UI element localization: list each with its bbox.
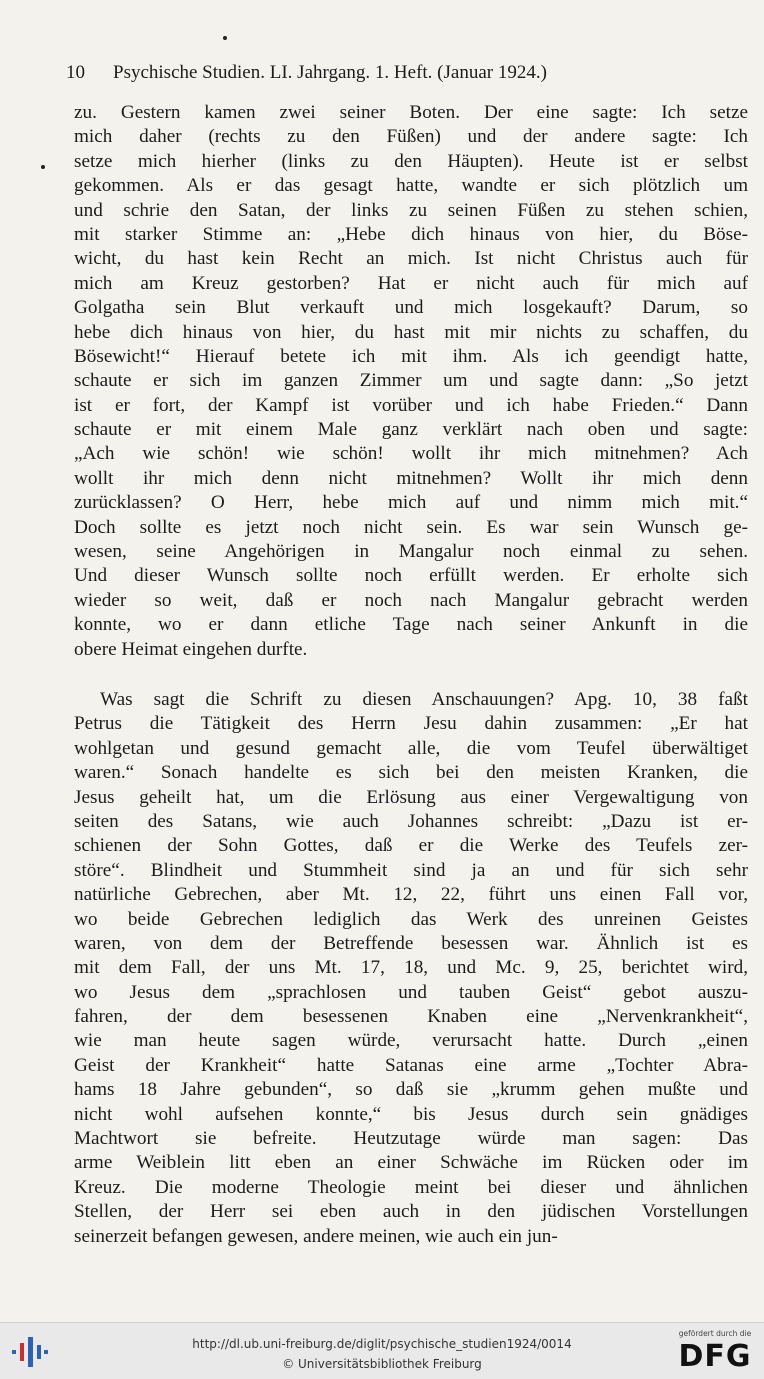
text-line: wesen, seine Angehörigen in Mangalur noch einmal zu sehen. [74, 541, 748, 563]
text-line: wohlgetan und gesund gemacht alle, die vom Teufel überwältiget [74, 737, 748, 759]
dfg-logo [672, 1329, 758, 1375]
text-line: fahren, der dem besessenen Knaben eine „Nervenkrankheit“, [74, 1006, 748, 1028]
ink-speck [41, 165, 45, 169]
viewer-footer [0, 1322, 764, 1379]
text-line: Kreuz. Die moderne Theologie meint bei dieser und ähnlichen [74, 1176, 748, 1198]
text-line: Petrus die Tätigkeit des Herrn Jesu dahin zusammen: „Er hat [74, 713, 748, 735]
text-line: natürliche Gebrechen, aber Mt. 12, 22, führt uns einen Fall vor, [74, 884, 748, 906]
text-line: Was sagt die Schrift zu diesen Anschauungen? Apg. 10, 38 faßt [100, 689, 748, 710]
text-line: zurücklassen? O Herr, hebe mich auf und nimm mich mit.“ [74, 492, 748, 514]
text-line: schaute er mit einem Male ganz verklärt nach oben und sagte: [74, 419, 748, 441]
text-line: „Ach wie schön! wie schön! wollt ihr mich mitnehmen? Ach [74, 443, 748, 465]
text-line: ist er fort, der Kampf ist vorüber und ich habe Frieden.“ Dann [74, 394, 748, 416]
text-line: Machtwort sie befreite. Heutzutage würde man sagen: Das [74, 1128, 748, 1150]
paragraph-2 [74, 688, 748, 1249]
funding-note: gefördert durch die [678, 1329, 752, 1338]
text-line: hebe dich hinaus von hier, du hast mit mir nichts zu schaffen, du [74, 321, 748, 343]
text-line: arme Weiblein litt eben an einer Schwäche im Rücken oder im [74, 1152, 748, 1174]
text-line: schienen der Sohn Gottes, daß er die Werke des Teufels zer- [74, 835, 748, 857]
text-line: mit dem Fall, der uns Mt. 17, 18, und Mc. 9, 25, berichtet wird, [74, 957, 748, 979]
text-line: und schrie den Satan, der links zu seinen Füßen zu stehen schien, [74, 199, 748, 221]
text-line: gekommen. Als er das gesagt hatte, wandte er sich plötzlich um [74, 175, 748, 197]
text-line: obere Heimat eingehen durfte. [74, 638, 308, 660]
text-line: wieder so weit, daß er noch nach Mangalur gebracht werden [74, 589, 748, 611]
text-line: schaute er sich im ganzen Zimmer um und sagte dann: „So jetzt [74, 370, 748, 392]
text-line: wo beide Gebrechen lediglich das Werk des unreinen Geistes [74, 908, 748, 930]
text-line: hams 18 Jahre gebunden“, so daß sie „krumm gehen mußte und [74, 1079, 748, 1101]
running-title: Psychische Studien. LI. Jahrgang. 1. Heft. (Januar 1924.) [113, 62, 547, 83]
text-line: Bösewicht!“ Hierauf betete ich mit ihm. Als ich geendigt hatte, [74, 345, 748, 367]
ink-speck [223, 36, 227, 40]
text-line: wo Jesus dem „sprachlosen und tauben Geist“ gebot auszu- [74, 981, 748, 1003]
text-line: Und dieser Wunsch sollte noch erfüllt werden. Er erholte sich [74, 565, 748, 587]
permalink[interactable]: http://dl.ub.uni-freiburg.de/diglit/psychische_studien1924/0014 [192, 1337, 572, 1351]
text-line: seinerzeit befangen gewesen, andere meinen, wie auch ein jun- [74, 1225, 558, 1247]
copyright-notice: © Universitätsbibliothek Freiburg [282, 1357, 482, 1371]
text-line: wicht, du hast kein Recht an mich. Ist nicht Christus auch für [74, 248, 748, 270]
text-line: wie man heute sagen würde, verursacht hatte. Durch „einen [74, 1030, 748, 1052]
text-line: nicht wohl aufsehen konnte,“ bis Jesus durch sein gnädiges [74, 1103, 748, 1125]
text-line: mich am Kreuz gestorben? Hat er nicht auch für mich auf [74, 272, 748, 294]
text-line: setze mich hierher (links zu den Häupten). Heute ist er selbst [74, 150, 748, 172]
text-line: Doch sollte es jetzt noch nicht sein. Es war sein Wunsch ge- [74, 516, 748, 538]
text-line: mich daher (rechts zu den Füßen) und der andere sagte: Ich [74, 126, 748, 148]
running-header [66, 60, 706, 86]
text-line: zu. Gestern kamen zwei seiner Boten. Der eine sagte: Ich setze [74, 102, 748, 123]
page-number: 10 [66, 62, 85, 83]
text-line: Golgatha sein Blut verkauft und mich losgekauft? Darum, so [74, 297, 748, 319]
text-line: Stellen, der Herr sei eben auch in den jüdischen Vorstellungen [74, 1201, 748, 1223]
dfg-logo-text: DFG [678, 1339, 752, 1374]
text-line: konnte, wo er dann etliche Tage nach seiner Ankunft in die [74, 614, 748, 636]
text-line: Jesus geheilt hat, um die Erlösung aus einer Vergewaltigung von [74, 786, 748, 808]
text-line: seiten des Satans, wie auch Johannes schreibt: „Dazu ist er- [74, 810, 748, 832]
text-line: waren, von dem der Betreffende besessen war. Ähnlich ist es [74, 932, 748, 954]
text-line: störe“. Blindheit und Stummheit sind ja an und für sich sehr [74, 859, 748, 881]
text-line: Geist der Krankheit“ hatte Satanas eine arme „Tochter Abra- [74, 1054, 748, 1076]
text-line: mit starker Stimme an: „Hebe dich hinaus von hier, du Böse- [74, 223, 748, 245]
text-line: wollt ihr mich denn nicht mitnehmen? Wollt ihr mich denn [74, 467, 748, 489]
text-line: waren.“ Sonach handelte es sich bei den meisten Kranken, die [74, 762, 748, 784]
paragraph-1 [74, 101, 748, 662]
